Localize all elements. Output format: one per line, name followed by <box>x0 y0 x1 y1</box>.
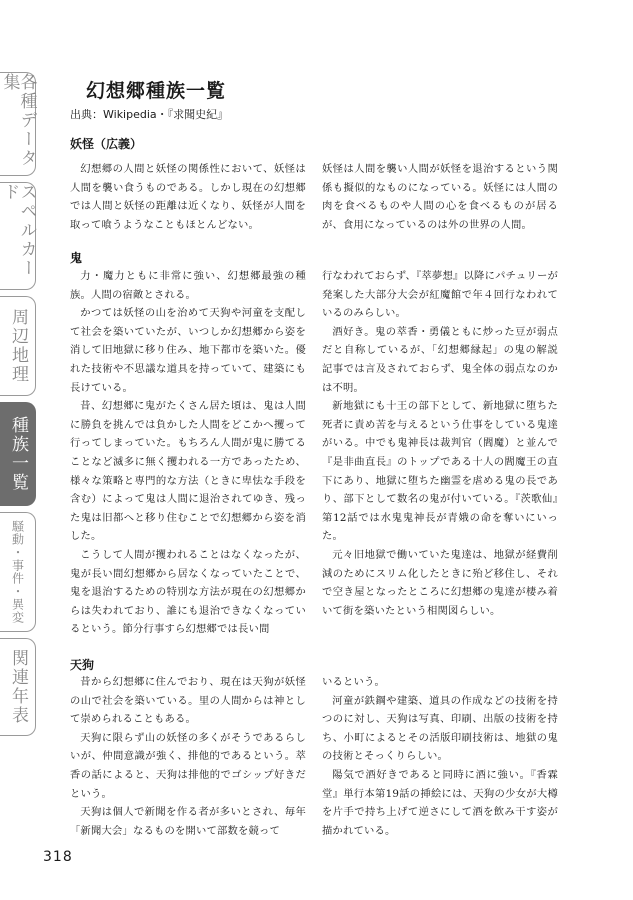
oni-right-column <box>322 267 558 620</box>
tab-surrounding-geography[interactable]: 周辺地理 <box>0 296 36 396</box>
paragraph: 酒好き。鬼の萃香・勇儀ともに炒った豆が弱点だと自称しているが、「幻想郷縁起」の鬼の解説記事では言及されておらず、鬼全体の弱点なのかは不明。 <box>322 325 558 394</box>
section-heading-tengu: 天狗 <box>70 658 95 672</box>
paragraph: 陽気で酒好きであると同時に酒に強い。『香霖堂』単行本第19話の挿絵には、天狗の少女が大樽を片手で持ち上げて逆さにして酒を飲み干す姿が描かれている。 <box>322 768 558 837</box>
tab-spell-cards[interactable]: スペルカード <box>0 182 36 290</box>
section-heading-youkai: 妖怪（広義） <box>70 137 143 151</box>
paragraph: 新地獄にも十王の部下として、新地獄に堕ちた死者に責め苦を与えるという仕事をしている鬼達がいる。中でも鬼神長は裁判官（閻魔）と並んで『是非曲直長』のトップである十人の閻魔王の直下にあり、地獄に堕ちた幽霊を虐める鬼の長であり、部下として数名の鬼が付いている。『茨歌仙』第12話では水鬼鬼神長が青娥の命を奪いにいった。 <box>322 400 558 543</box>
paragraph: 幻想郷の人間と妖怪の関係性において、妖怪は人間を襲い食うものである。しかし現在の幻想郷では人間と妖怪の距離は近くなり、妖怪が人間を取って喰うようなこともほとんどない。 <box>70 163 306 231</box>
paragraph: 妖怪は人間を襲い人間が妖怪を退治するという関係も擬似的なものになっている。妖怪には人間の肉を食べるものや人間の心を食べるものが居るが、食用になっているのは外の世界の人間。 <box>322 163 558 231</box>
oni-left-column <box>70 267 306 639</box>
paragraph: 天狗に限らず山の妖怪の多くがそうであるらしいが、仲間意識が強く、排他的であるという。萃香の話によると、天狗は排他的でゴシップ好きだという。 <box>70 731 306 800</box>
paragraph: 河童が鉄鋼や建築、道具の作成などの技術を持つのに対し、天狗は写真、印刷、出版の技術を持ち、小町によるとその活版印刷技術は、地獄の鬼の技術とそっくりらしい。 <box>322 694 558 763</box>
paragraph: 行なわれておらず、『萃夢想』以降にパチュリーが発案した大部分大会が紅魔館で年４回行なわれているのみらしい。 <box>322 270 558 320</box>
page-title: 幻想郷種族一覧 <box>86 80 227 102</box>
tab-data-collection[interactable]: 各種データ集 <box>0 72 36 176</box>
paragraph: いるという。 <box>322 676 385 688</box>
source-citation: 出典：Wikipedia・『求聞史紀』 <box>70 108 229 121</box>
paragraph: こうして人間が攫われることはなくなったが、鬼が長い間幻想郷から居なくなっていたことで、鬼を退治するための特別な方法が現在の幻想郷からは失われており、誰にも退治できなくなっているという。節分行事すら幻想郷では長い間 <box>70 548 306 636</box>
paragraph: 昔、幻想郷に鬼がたくさん居た頃は、鬼は人間に勝負を挑んでは負かした人間をどこかへ攫って行ってしまっていた。もちろん人間が鬼に勝てることなど滅多に無く攫われる一方であったため、様々な策略と専門的な方法（ときに卑怯な手段を含む）によって鬼は人間に退治されてゆき、残った鬼は旧都へと移り住むことで幻想郷から姿を消した。 <box>70 400 306 543</box>
tengu-left-column <box>70 673 306 840</box>
section-heading-oni: 鬼 <box>70 251 83 265</box>
paragraph: かつては妖怪の山を治めて天狗や河童を支配して社会を築いていたが、いつしか幻想郷から姿を消して旧地獄に移り住み、地下都市を築いた。優れた技術や不思議な道具を持っていて、建築にも長けている。 <box>70 307 306 394</box>
tab-chronology[interactable]: 関連年表 <box>0 638 36 736</box>
paragraph: 天狗は個人で新聞を作る者が多いとされ、毎年「新聞大会」なるものを開いて部数を競って <box>70 806 306 837</box>
youkai-left-column <box>70 160 306 234</box>
tab-incidents[interactable]: 騒動・事件・異変 <box>0 512 36 632</box>
tab-species-list[interactable]: 種族一覧 <box>0 402 36 506</box>
youkai-right-column <box>322 160 558 234</box>
tengu-right-column <box>322 673 558 840</box>
paragraph: 力・魔力ともに非常に強い、幻想郷最強の種族。人間の宿敵とされる。 <box>70 270 306 301</box>
paragraph: 昔から幻想郷に住んでおり、現在は天狗が妖怪の山で社会を築いている。里の人間からは神として崇められることもある。 <box>70 676 306 726</box>
paragraph: 元々旧地獄で働いていた鬼達は、地獄が経費削減のためにスリム化したときに殆ど移住し、それで空き屋となったところに幻想郷の鬼達が棲み着いて街を築いたという相関図らしい。 <box>322 548 558 617</box>
page-number: 318 <box>43 849 73 865</box>
